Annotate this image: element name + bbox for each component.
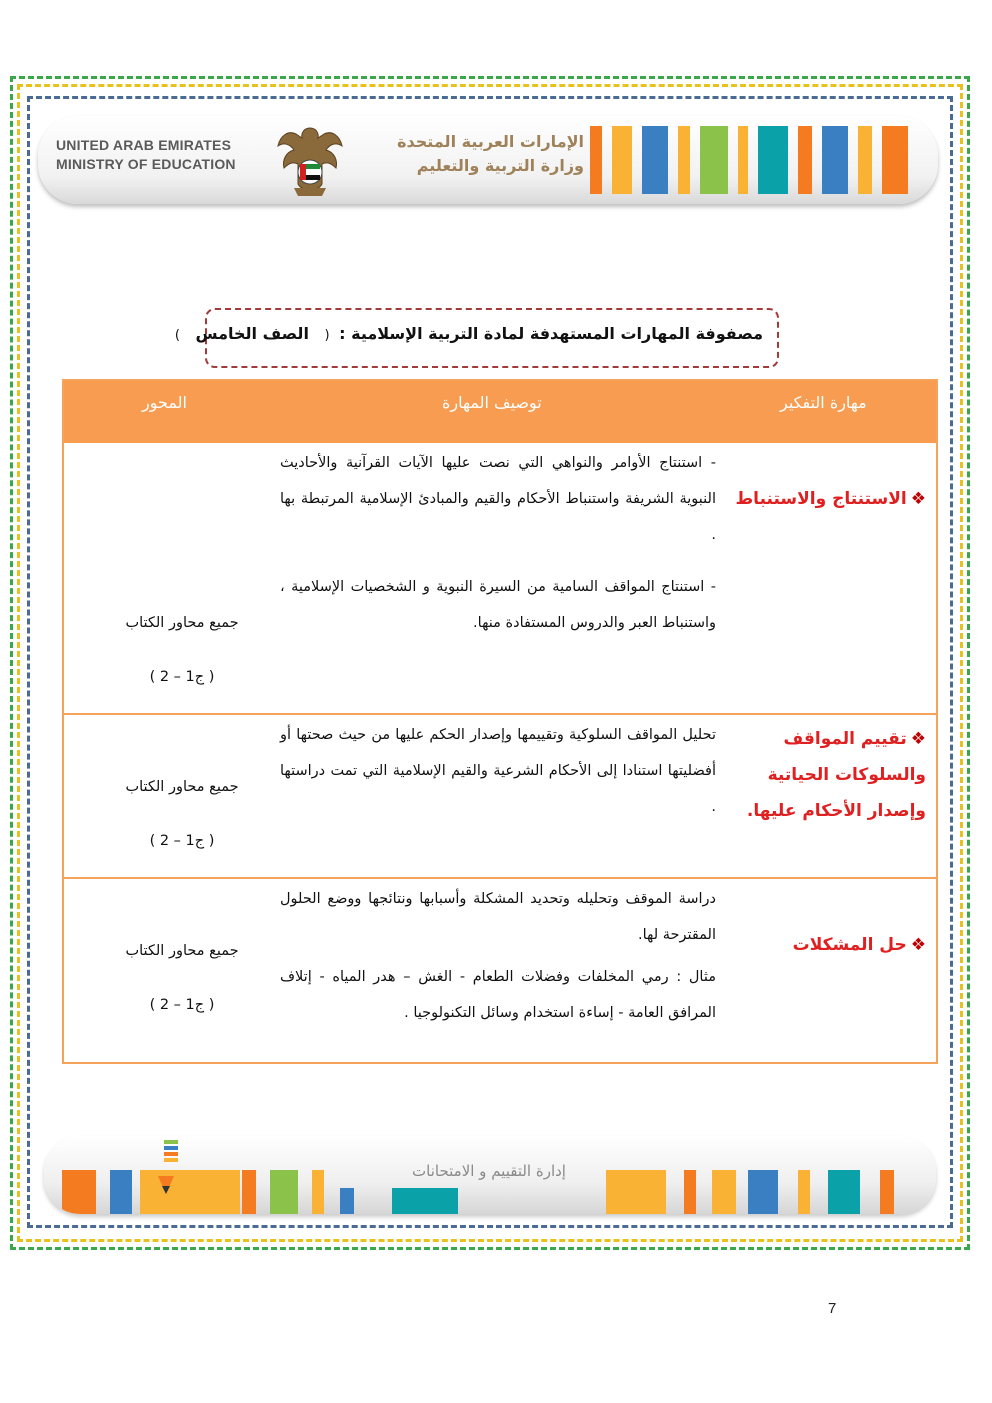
- color-block: [748, 1170, 778, 1214]
- axis-part: ( ج1 – 2 ): [149, 669, 215, 685]
- ministry-header-banner: [38, 116, 938, 204]
- axis-text: جميع محاور الكتاب: [125, 779, 239, 795]
- color-block: [340, 1188, 354, 1214]
- color-bar: [612, 126, 632, 194]
- axis-row-2: [82, 775, 282, 853]
- color-bar: [678, 126, 690, 194]
- document-title: [171, 324, 763, 343]
- color-bar: [590, 126, 602, 194]
- description-paragraph: - استنتاج المواقف السامية من السيرة النبوية و الشخصيات الإسلامية ، واستنباط العبر والدروس المستفادة منها.: [280, 579, 716, 631]
- header-axis: المحور: [142, 393, 187, 412]
- skill-row-1: [730, 481, 926, 517]
- color-bar: [822, 126, 848, 194]
- skill-name: الاستنتاج والاستنباط: [735, 489, 907, 509]
- header-thinking-skill: مهارة التفكير: [780, 393, 867, 412]
- axis-row-1: [82, 611, 282, 689]
- description-paragraph: - استنتاج الأوامر والنواهي التي نصت عليها الآيات القرآنية والأحاديث النبوية الشريفة واستنباط الأحكام والقيم والمبادئ الإسلامية المرتبطة بها .: [280, 455, 716, 543]
- document-title-box: [174, 308, 779, 368]
- diamond-bullet-icon: ❖: [910, 489, 926, 509]
- falcon-emblem-icon: [274, 122, 346, 202]
- color-block: [606, 1170, 666, 1214]
- color-bar: [758, 126, 788, 194]
- color-block: [62, 1170, 96, 1214]
- color-block: [712, 1170, 736, 1214]
- skill-description-row-1: [280, 445, 716, 641]
- department-name: إدارة التقييم و الامتحانات: [412, 1162, 566, 1180]
- row-divider: [64, 713, 936, 715]
- color-block: [110, 1170, 132, 1214]
- color-bar: [642, 126, 668, 194]
- axis-text: جميع محاور الكتاب: [125, 615, 239, 631]
- ministry-name-arabic: [368, 130, 584, 178]
- pencil-icon: [140, 1136, 240, 1214]
- diamond-bullet-icon: ❖: [910, 729, 926, 749]
- header-skill-description: توصيف المهارة: [442, 393, 542, 412]
- country-name-en: UNITED ARAB EMIRATES: [56, 137, 232, 153]
- color-block: [828, 1170, 860, 1214]
- title-main: مصفوفة المهارات المستهدفة لمادة التربية الإسلامية :: [339, 324, 763, 343]
- skill-row-2: [730, 721, 926, 829]
- axis-part: ( ج1 – 2 ): [149, 833, 215, 849]
- skills-matrix-table: [62, 379, 938, 1064]
- color-block: [880, 1170, 894, 1214]
- skill-row-3: [730, 927, 926, 963]
- title-grade: الصف الخامس: [195, 324, 309, 343]
- description-paragraph: مثال : رمي المخلفات وفضلات الطعام - الغش – هدر المياه - إتلاف المرافق العامة - إساءة استخدام وسائل التكنولوجيا .: [280, 969, 716, 1021]
- row-divider: [64, 877, 936, 879]
- skill-description-row-3: [280, 881, 716, 1031]
- country-name-ar: الإمارات العربية المتحدة: [397, 132, 584, 151]
- description-paragraph: تحليل المواقف السلوكية وتقييمها وإصدار الحكم عليها من حيث صحتها أو أفضليتها استنادا إلى الأحكام الشرعية والقيم الإسلامية التي تمت دراستها .: [280, 727, 716, 815]
- diamond-bullet-icon: ❖: [910, 935, 926, 955]
- color-block: [270, 1170, 298, 1214]
- title-open-paren: (: [324, 328, 330, 343]
- color-bar: [738, 126, 748, 194]
- ministry-name-ar: وزارة التربية والتعليم: [416, 156, 584, 175]
- color-block: [798, 1170, 810, 1214]
- skill-description-row-2: [280, 717, 716, 825]
- ministry-name-english: [56, 136, 236, 174]
- axis-row-3: [82, 939, 282, 1017]
- description-paragraph: دراسة الموقف وتحليله وتحديد المشكلة وأسبابها ونتائجها ووضع الحلول المقترحة لها.: [280, 891, 716, 943]
- color-block: [684, 1170, 696, 1214]
- title-close-paren: ): [174, 328, 180, 343]
- color-bar: [798, 126, 812, 194]
- color-bar: [858, 126, 872, 194]
- skill-name: حل المشكلات: [792, 935, 907, 955]
- skill-name: تقييم المواقف والسلوكات الحياتية وإصدار الأحكام عليها.: [746, 729, 926, 821]
- table-header-row: [64, 381, 936, 443]
- axis-text: جميع محاور الكتاب: [125, 943, 239, 959]
- color-bar: [700, 126, 728, 194]
- axis-part: ( ج1 – 2 ): [149, 997, 215, 1013]
- ministry-name-en: MINISTRY OF EDUCATION: [56, 156, 236, 172]
- assessment-footer-banner: [44, 1136, 936, 1214]
- color-bar: [882, 126, 908, 194]
- color-block: [392, 1188, 458, 1214]
- page-number: 7: [828, 1300, 837, 1317]
- color-block: [312, 1170, 324, 1214]
- color-block: [242, 1170, 256, 1214]
